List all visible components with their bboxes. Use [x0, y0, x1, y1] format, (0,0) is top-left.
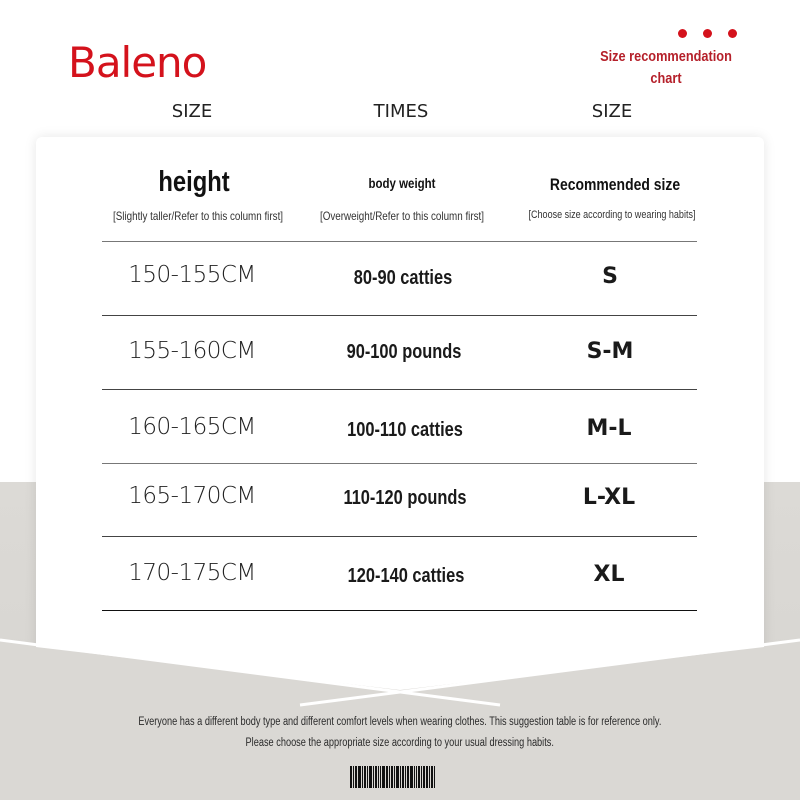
- table-divider: [102, 389, 697, 390]
- chart-title: [598, 46, 734, 90]
- cell-size: S: [602, 264, 618, 289]
- cell-height: 155-160CM: [128, 338, 256, 364]
- disclaimer-text-1: Everyone has a different body type and different comfort levels when wearing clothes. This suggestion table is for reference only.: [138, 716, 662, 728]
- barcode-icon: [350, 766, 450, 788]
- cell-weight: 120-140 catties: [347, 565, 465, 587]
- chart-title-line1: Size recommendation: [600, 48, 732, 65]
- dot-icon: [728, 29, 737, 38]
- baleno-logo: Baleno: [68, 38, 207, 87]
- dot-icon: [678, 29, 687, 38]
- table-divider: [102, 536, 697, 537]
- column-header-size: Recommended size: [549, 175, 681, 194]
- column-header-weight: body weight: [368, 175, 436, 191]
- table-divider: [102, 610, 697, 611]
- column-subheader-weight: [Overweight/Refer to this column first]: [319, 209, 485, 223]
- column-subheader-size: [Choose size according to wearing habits]: [528, 209, 696, 221]
- cell-weight: 80-90 catties: [353, 267, 453, 289]
- top-label-times: TIMES: [373, 101, 429, 122]
- cell-weight: 100-110 catties: [347, 419, 463, 441]
- chart-title-line2: chart: [650, 70, 682, 87]
- cell-weight: 90-100 pounds: [346, 341, 462, 363]
- disclaimer-line-1: [0, 716, 800, 728]
- column-subheader-height: [Slightly taller/Refer to this column first]: [112, 209, 284, 223]
- cell-weight: 110-120 pounds: [343, 487, 467, 509]
- disclaimer-text-2: Please choose the appropriate size according to your usual dressing habits.: [245, 737, 555, 749]
- column-header-height: height: [158, 166, 230, 198]
- cell-height: 160-165CM: [128, 414, 256, 440]
- cell-size: M-L: [586, 416, 632, 441]
- cell-height: 150-155CM: [128, 262, 256, 288]
- table-divider: [102, 241, 697, 242]
- dot-icon: [703, 29, 712, 38]
- disclaimer-line-2: [0, 737, 800, 749]
- cell-height: 170-175CM: [128, 560, 256, 586]
- top-label-size: SIZE: [171, 101, 213, 122]
- more-dots-icon: [678, 29, 737, 38]
- cell-size: XL: [593, 562, 625, 587]
- cell-size: L-XL: [582, 485, 636, 510]
- cell-size: S-M: [586, 339, 634, 364]
- table-divider: [102, 463, 697, 464]
- table-divider: [102, 315, 697, 316]
- top-label-size-2: SIZE: [591, 101, 633, 122]
- cell-height: 165-170CM: [128, 483, 256, 509]
